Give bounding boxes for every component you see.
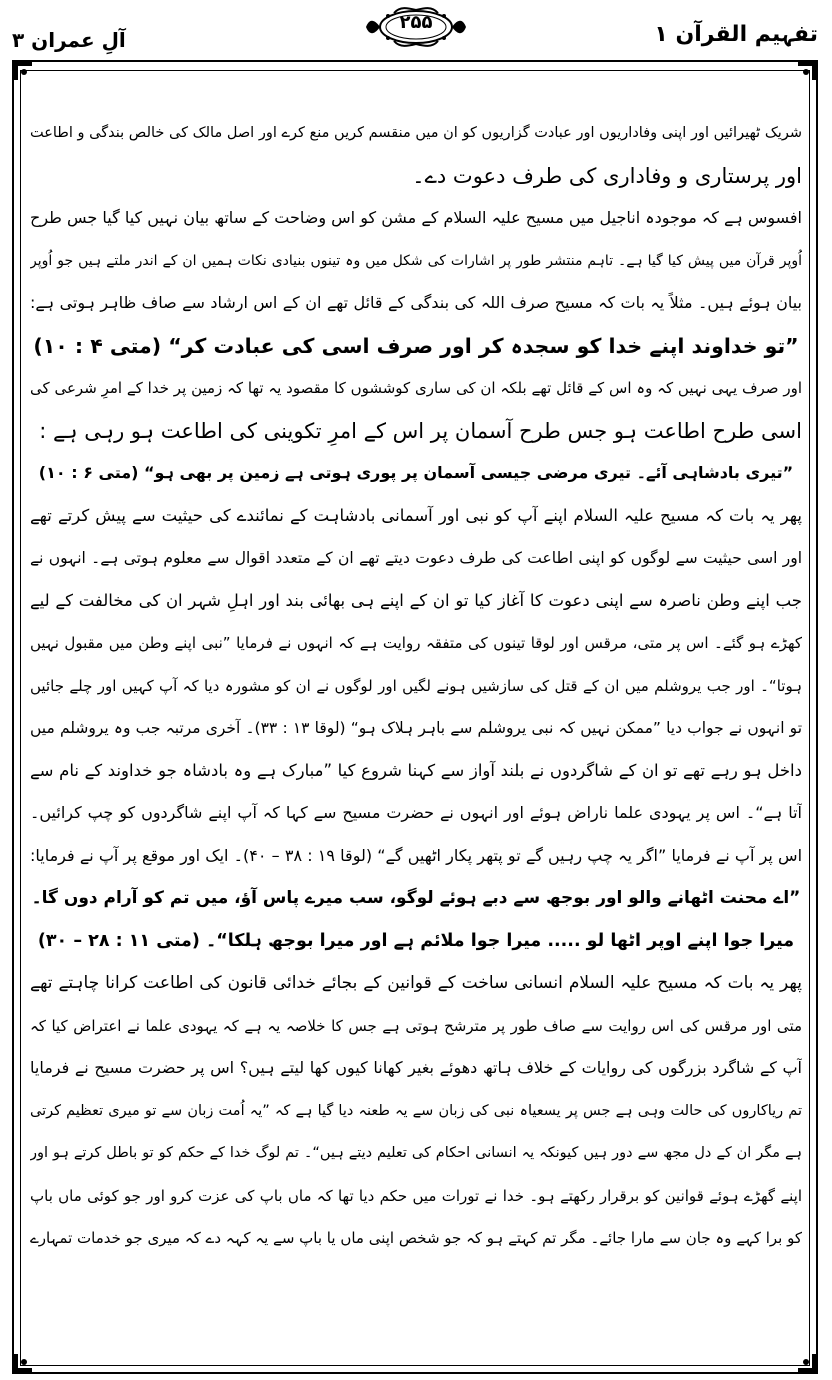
quote-line: ”اے محنت اٹھانے والو اور بوجھ سے دبے ہوئے لوگو، سب میرے پاس آؤ، میں تم کو آرام دوں گا۔ bbox=[31, 888, 801, 908]
corner-ornament-icon bbox=[12, 60, 34, 82]
quote-line: ”تیری بادشاہی آئے۔ تیری مرضی جیسی آسمان پر پوری ہوتی ہے زمین پر بھی ہو“ (متی ۶ : ۱۰) bbox=[38, 463, 794, 482]
page-header bbox=[0, 0, 832, 62]
text-line: اور صرف یہی نہیں کہ وہ اس کے قائل تھے بلکہ ان کی ساری کوششوں کا مقصود یہ تھا کہ زمین پر خدا کے امرِ شرعی کی bbox=[30, 379, 802, 397]
quote-line: ”تو خداوند اپنے خدا کو سجدہ کر اور صرف اسی کی عبادت کر“ (متی ۴ : ۱۰) bbox=[33, 333, 799, 358]
text-line: آتا ہے“۔ اس پر یہودی علما ناراض ہوئے اور انہوں نے حضرت مسیح سے کہا کہ آپ اپنے شاگردوں کو چپ کرائیں۔ bbox=[30, 803, 802, 822]
commentary-text bbox=[30, 112, 802, 1370]
text-line: پھر یہ بات کہ مسیح علیہ السلام انسانی ساخت کے قوانین کے بجائے خدائی قانون کی اطاعت کرانا چاہتے تھے bbox=[30, 973, 802, 993]
text-line: اور اسی حیثیت سے لوگوں کو اپنی اطاعت کی طرف دعوت دیتے تھے ان کے متعدد اقوال سے معلوم ہوتی ہے۔ انہوں نے bbox=[30, 549, 802, 567]
text-line: اسی طرح اطاعت ہو جس طرح آسمان پر اس کے امرِ تکوینی کی اطاعت ہو رہی ہے : bbox=[39, 418, 802, 443]
text-line: شریک ٹھیرائیں اور اپنی وفاداریوں اور عبادت گزاریوں کو ان میں منقسم کریں منع کرے اور اصل مالک کی خالص بندگی و اطاعت bbox=[30, 125, 802, 141]
text-line: ہوتا“۔ اور جب یروشلم میں ان کے قتل کی سازشیں ہونے لگیں اور لوگوں نے ان کو مشورہ دیا کہ آپ کہیں اور چلے جائیں bbox=[30, 676, 802, 695]
text-line: اس پر آپ نے فرمایا ”اگر یہ چپ رہیں گے تو پتھر پکار اٹھیں گے“ (لوقا ۱۹ : ۳۸ – ۴۰)۔ ایک اور موقع پر آپ نے فرمایا: bbox=[30, 845, 802, 865]
text-line: بیان ہوئے ہیں۔ مثلاً یہ بات کہ مسیح صرف اللہ کی بندگی کے قائل تھے ان کے اس ارشاد سے صاف ظاہر ہوتی ہے: bbox=[30, 293, 802, 312]
text-line: اُوپر قرآن میں پیش کیا گیا ہے۔ تاہم منتشر طور پر اشارات کی شکل میں وہ تینوں بنیادی نکات ہمیں ان کے اندر ملتے ہیں جو اُوپر bbox=[30, 252, 802, 269]
text-line: آپ کے شاگرد بزرگوں کی روایات کے خلاف ہاتھ دھوئے بغیر کھانا کیوں کھا لیتے ہیں؟ اس پر حضرت مسیح نے فرمایا bbox=[30, 1058, 802, 1077]
quote-line: میرا جوا اپنے اوپر اٹھا لو ..... میرا جوا ملائم ہے اور میرا بوجھ ہلکا“۔ (متی ۱۱ : ۲۸ – ۳۰) bbox=[37, 930, 795, 951]
text-line: کو برا کہے وہ جان سے مارا جائے۔ مگر تم کہتے ہو کہ جو شخص اپنی ماں یا باپ سے یہ کہہ دے کہ میری جو خدمات تمہارے bbox=[30, 1229, 802, 1247]
surah-name: آلِ عمران ۳ bbox=[12, 28, 126, 52]
text-line: جب اپنے وطن ناصرہ سے اپنی دعوت کا آغاز کیا تو ان کے اپنے ہی بھائی بند اور اہلِ شہر ان کی مخالفت کے لیے bbox=[30, 590, 802, 610]
text-line: اور پرستاری و وفاداری کی طرف دعوت دے۔ bbox=[412, 163, 802, 188]
text-line: کھڑے ہو گئے۔ اس پر متی، مرقس اور لوقا تینوں کی متفقہ روایت ہے کہ انہوں نے فرمایا ”نبی اپنے وطن میں مقبول نہیں bbox=[30, 634, 802, 652]
text-line: ہے مگر ان کے دل مجھ سے دور ہیں کیونکہ یہ انسانی احکام کی تعلیم دیتے ہیں“۔ تم لوگ خدا کے حکم کو تو باطل کرتے ہو اور bbox=[30, 1145, 802, 1161]
text-line: متی اور مرقس کی اس روایت سے صاف طور پر مترشح ہوتی ہے جس کا خلاصہ یہ ہے کہ یہودی علما نے اعتراض کیا کہ bbox=[30, 1016, 802, 1035]
text-line: تم ریاکاروں کی حالت وہی ہے جس پر یسعیاہ نبی کی زبان سے یہ طعنہ دیا گیا ہے کہ ”یہ اُمت زبان سے تو میری تعظیم کرتی bbox=[30, 1102, 802, 1119]
book-title: تفہیم القرآن ۱ bbox=[654, 22, 818, 47]
text-line: اپنے گھڑے ہوئے قوانین کو برقرار رکھتے ہو۔ خدا نے تورات میں حکم دیا تھا کہ ماں باپ کی عزت کرو اور جو کوئی ماں باپ bbox=[30, 1186, 802, 1205]
page-number: ۲۵۵ bbox=[399, 12, 433, 33]
text-line: پھر یہ بات کہ مسیح علیہ السلام اپنے آپ کو نبی اور آسمانی بادشاہت کے نمائندے کی حیثیت سے پیش کرتے تھے bbox=[30, 505, 802, 525]
text-line: افسوس ہے کہ موجودہ اناجیل میں مسیح علیہ السلام کے مشن کو اس وضاحت کے ساتھ بیان نہیں کیا گیا جس طرح bbox=[30, 208, 802, 227]
corner-ornament-icon bbox=[796, 60, 818, 82]
text-line: تو انہوں نے جواب دیا ”ممکن نہیں کہ نبی یروشلم سے باہر ہلاک ہو“ (لوقا ۱۳ : ۳۳)۔ آخری مرتبہ جب وہ یروشلم میں bbox=[30, 719, 802, 737]
text-line: داخل ہو رہے تھے تو ان کے شاگردوں نے بلند آواز سے کہنا شروع کیا ”مبارک ہے وہ بادشاہ جو خداوند کے نام سے bbox=[30, 760, 802, 780]
